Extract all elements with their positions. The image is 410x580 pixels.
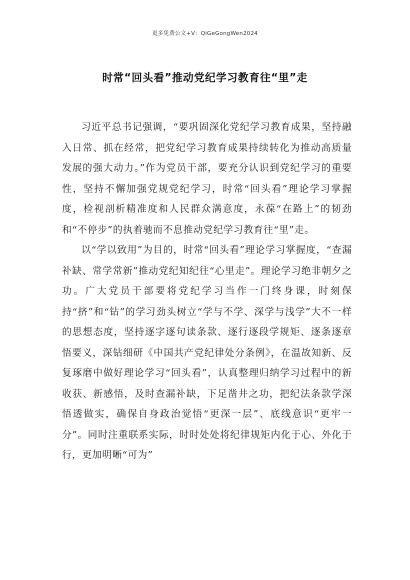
paragraph-2: 以“学以致用”为目的，时常“回头看”理论学习掌握度，“查漏补缺、常学常新”推动党纪知纪往“心里走”。理论学习绝非朝夕之功。广大党员干部要将党纪学习当作一门终身课，时刻保持“挤”和“钻”的学习劲头树立“学与不学、深学与浅学”大不一样的思想态度，坚持逐字逐句读条款、逐行逐段学规矩、逐条逐章悟要义，深钻细研《中国共产党纪律处分条例》，在温故知新、反复琢磨中做好理论学习“回头看”，认真整理归纳学习过程中的新收获、新感悟，及时查漏补缺，下足凿井之功，把纪法条款学深悟透做实，确保自身政治觉悟“更深一层”、底线意识“更牢一分”。同时注重联系实际，时时处处将纪律规矩内化于心、外化于行，更加明晰“可为” <box>62 245 352 461</box>
document-title: 时常“回头看”推动党纪学习教育往“里”走 <box>102 72 308 84</box>
header-note: 更多免费公文+V：QiGeGongWen2024 <box>152 31 258 37</box>
document-body <box>62 118 352 467</box>
paragraph-1: 习近平总书记强调，“要巩固深化党纪学习教育成果，坚持融入日常、抓在经常，把党纪学习教育成果持续转化为推动高质量发展的强大动力。”作为党员干部，要充分认识到党纪学习的重要性，坚持不懈加强党规党纪学习，时常“回头看”理论学习掌握度，检视剖析精准度和人民群众满意度，永葆“在路上”的韧劲和“不停步”的执着驰而不息推动党纪学习教育往“里”走。 <box>62 122 352 236</box>
